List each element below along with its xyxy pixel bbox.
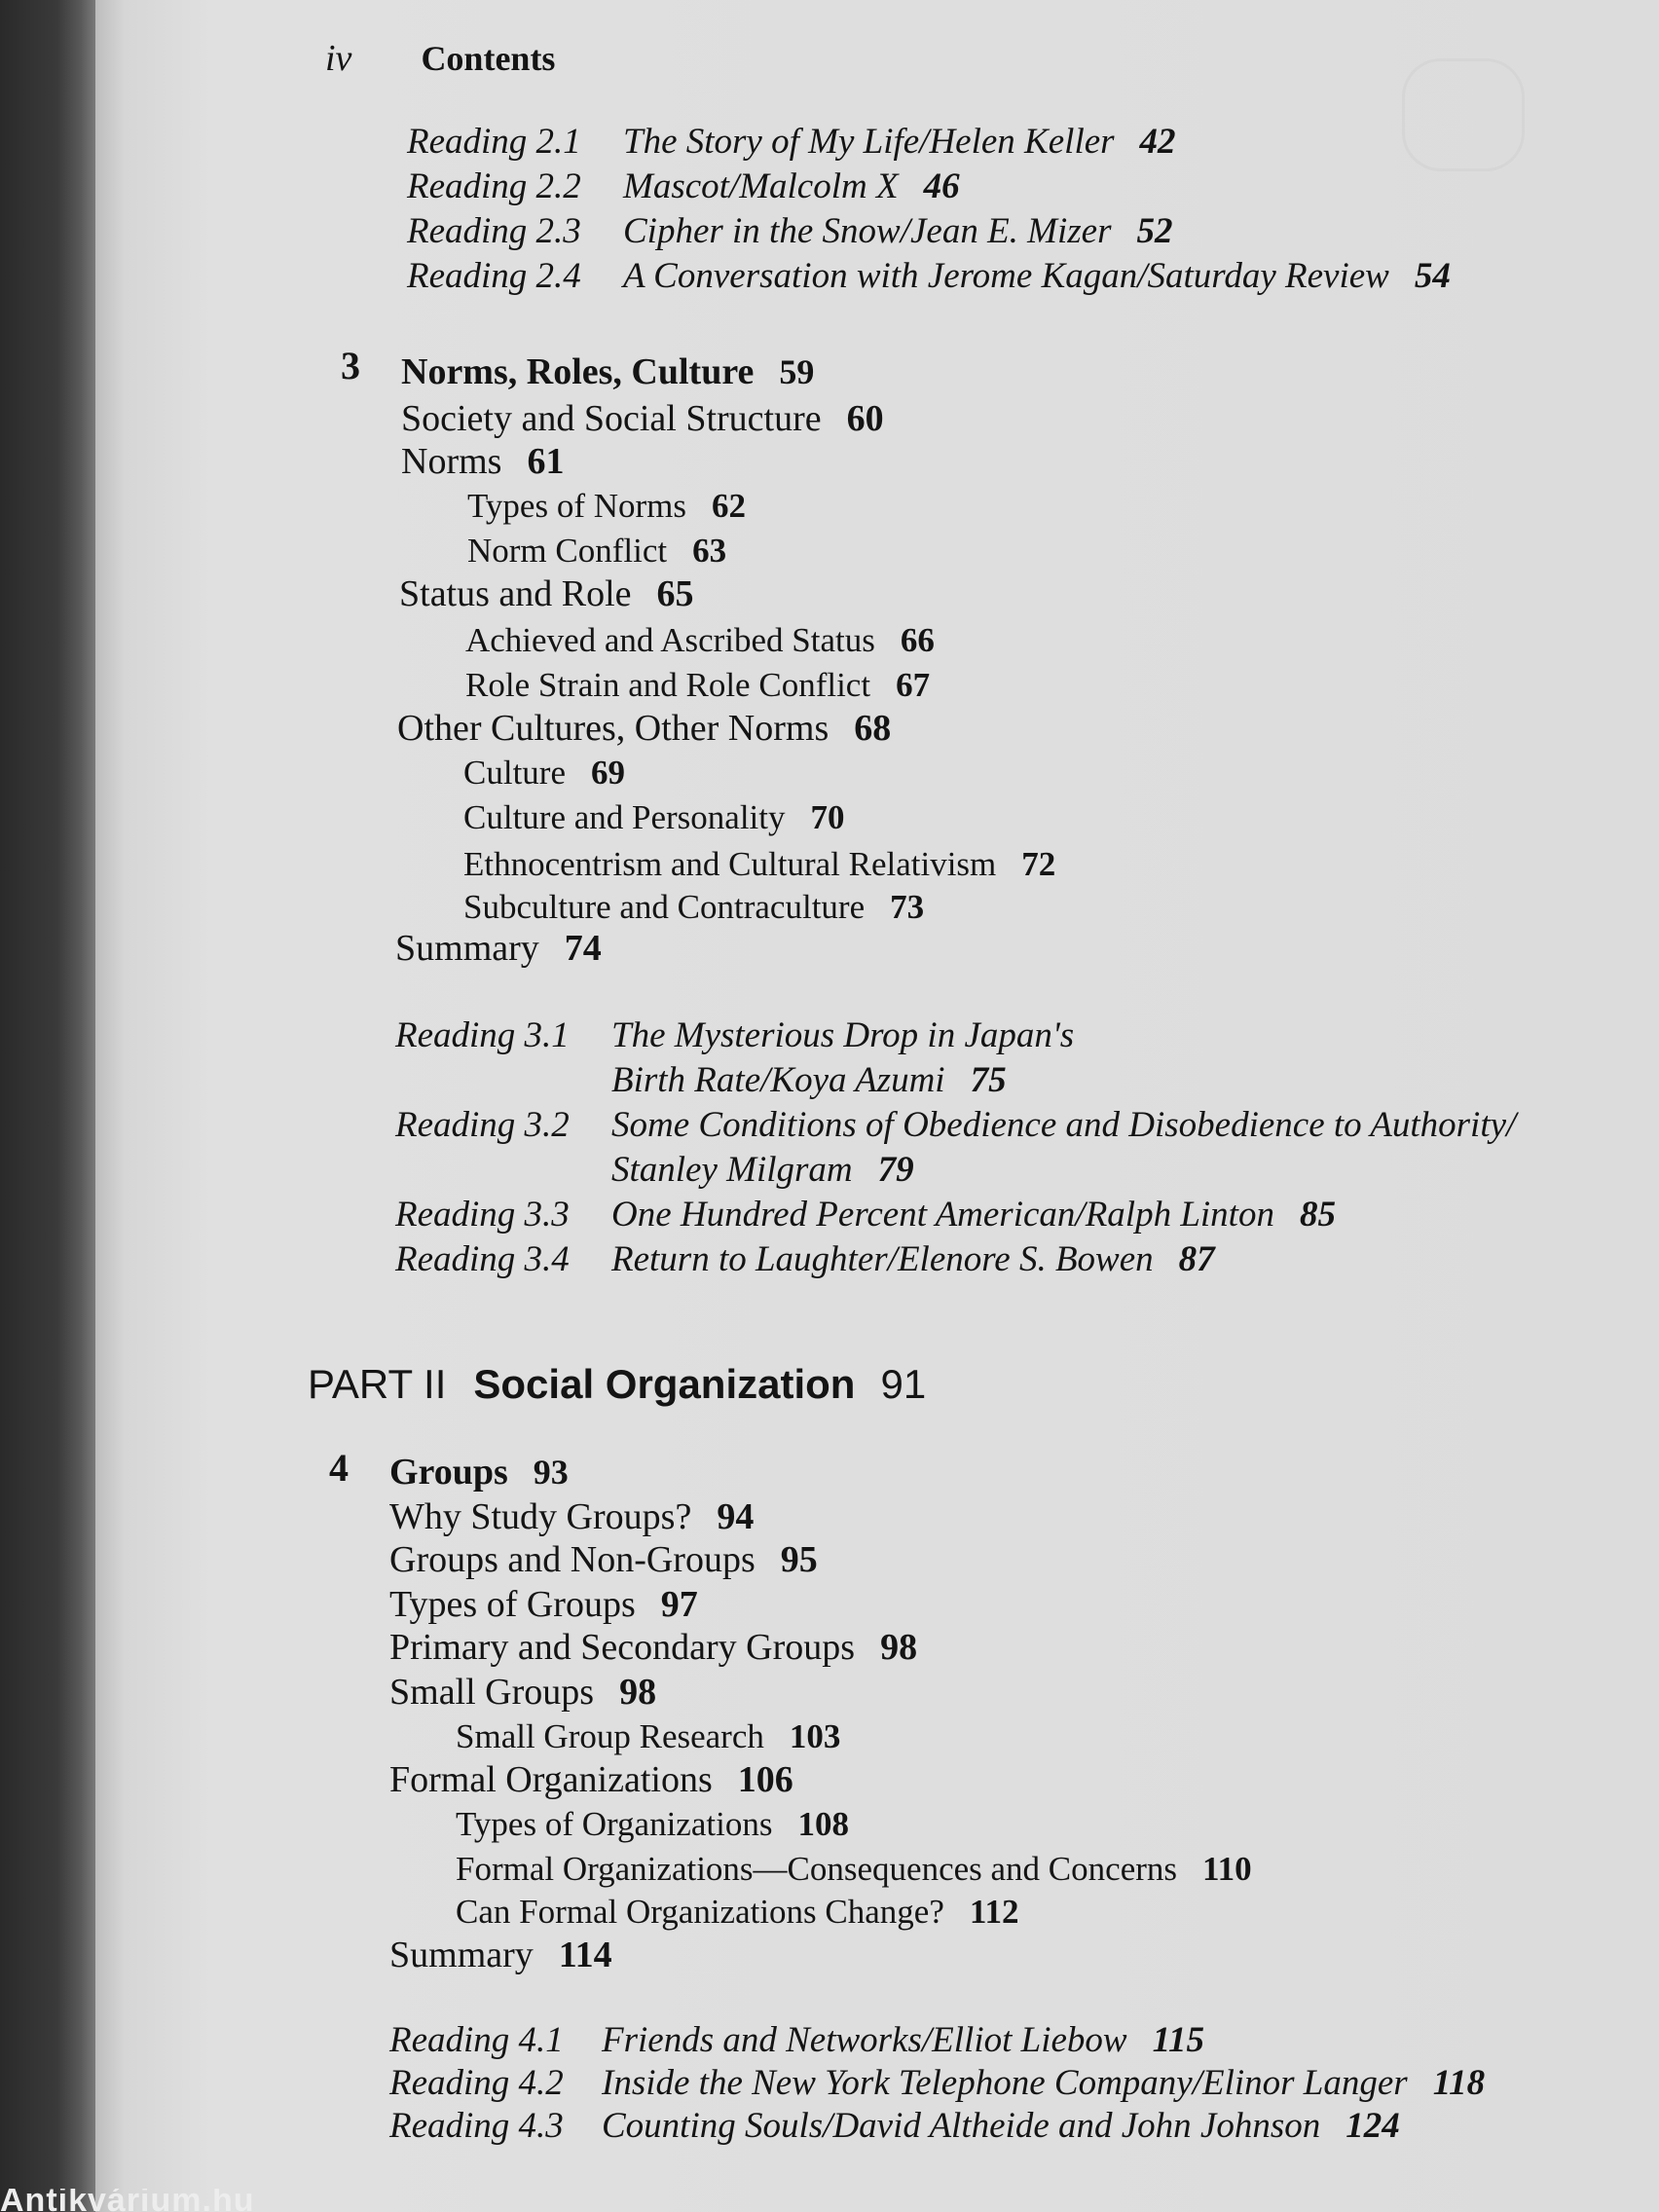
page-number: 112	[969, 1893, 1019, 1931]
toc-entry: Society and Social Structure 60	[401, 398, 884, 439]
page-number: 70	[810, 798, 845, 836]
page-number: 103	[789, 1717, 841, 1755]
reading-item	[389, 2019, 1363, 2064]
page-number: 54	[1414, 256, 1451, 296]
page-number: 75	[970, 1060, 1007, 1100]
page-number: 94	[717, 1496, 755, 1537]
reading-title: Friends and Networks/Elliot Liebow 115	[602, 2020, 1205, 2060]
reading-item	[395, 1104, 1517, 1194]
page-number: 79	[877, 1150, 914, 1190]
chapter-heading	[401, 350, 814, 393]
reading-item	[395, 1238, 1369, 1283]
reading-title: Some Conditions of Obedience and Disobedience to Authority/	[611, 1105, 1517, 1145]
page-number: 93	[533, 1453, 569, 1492]
reading-item	[389, 2105, 1460, 2150]
page-number: 69	[590, 754, 625, 792]
toc-subentry: Ethnocentrism and Cultural Relativism 72	[463, 845, 1056, 883]
page-number: 98	[619, 1672, 657, 1713]
toc-entry: Formal Organizations 106	[389, 1759, 793, 1800]
reading-title: Counting Souls/David Altheide and John Johnson 124	[602, 2106, 1400, 2146]
chapter-number: 3	[341, 344, 360, 387]
book-spine-shadow	[0, 0, 95, 2212]
reading-title: One Hundred Percent American/Ralph Linton 85	[611, 1195, 1336, 1235]
page-number: 67	[896, 666, 931, 704]
page-number: 73	[890, 888, 925, 926]
toc-subentry: Types of Organizations 108	[456, 1805, 849, 1843]
reading-label: Reading 2.1	[407, 122, 581, 162]
running-header	[325, 37, 555, 80]
reading-title: The Mysterious Drop in Japan's	[611, 1015, 1075, 1055]
page-number: 60	[846, 398, 884, 439]
page-number: 95	[780, 1539, 818, 1580]
reading-item	[395, 1194, 1369, 1238]
reading-label: Reading 3.3	[395, 1195, 570, 1235]
reading-item	[407, 210, 1283, 255]
page-number: 97	[660, 1584, 698, 1625]
page-number: 106	[737, 1759, 793, 1800]
chapter-heading	[389, 1451, 569, 1493]
reading-title: Cipher in the Snow/Jean E. Mizer 52	[623, 211, 1173, 251]
toc-subentry: Can Formal Organizations Change? 112	[456, 1893, 1019, 1931]
toc-entry: Groups and Non-Groups 95	[389, 1539, 818, 1580]
page-number: 63	[692, 532, 727, 570]
page-number: 68	[854, 708, 892, 749]
part-title: Social Organization	[473, 1361, 856, 1407]
reading-item	[389, 2062, 1486, 2107]
show-through-shadow	[1402, 58, 1525, 171]
reading-label: Reading 2.2	[407, 166, 581, 206]
toc-entry: Small Groups 98	[389, 1672, 657, 1713]
toc-subentry: Formal Organizations—Consequences and Concerns 110	[456, 1850, 1252, 1888]
toc-subentry: Culture 69	[463, 754, 625, 792]
page-number: 66	[900, 621, 935, 659]
reading-title: Inside the New York Telephone Company/Elinor Langer 118	[602, 2063, 1486, 2103]
part-label: PART II	[308, 1361, 447, 1407]
reading-title: A Conversation with Jerome Kagan/Saturday Review 54	[623, 256, 1451, 296]
page-number: 87	[1178, 1239, 1215, 1279]
toc-subentry: Subculture and Contraculture 73	[463, 888, 925, 926]
reading-item	[395, 1014, 1369, 1104]
toc-entry: Why Study Groups? 94	[389, 1496, 755, 1537]
toc-subentry: Culture and Personality 70	[463, 798, 845, 836]
reading-title: Return to Laughter/Elenore S. Bowen 87	[611, 1239, 1215, 1279]
watermark: Antikvárium.hu	[0, 2189, 255, 2212]
toc-entry: Status and Role 65	[399, 573, 694, 614]
reading-label: Reading 2.4	[407, 256, 581, 296]
page-number: 91	[880, 1361, 927, 1407]
toc-entry: Other Cultures, Other Norms 68	[397, 708, 892, 749]
reading-item	[407, 255, 1478, 300]
reading-label: Reading 2.3	[407, 211, 581, 251]
toc-subentry: Norm Conflict 63	[467, 532, 727, 570]
chapter-number: 4	[329, 1446, 349, 1490]
page-number: 85	[1299, 1195, 1336, 1235]
page-number: 110	[1202, 1850, 1252, 1888]
reading-label: Reading 4.3	[389, 2106, 564, 2146]
page-number: 108	[797, 1805, 849, 1843]
page-number: 98	[880, 1627, 918, 1668]
page-number: 118	[1432, 2063, 1486, 2103]
reading-title: The Story of My Life/Helen Keller 42	[623, 122, 1176, 162]
part-heading	[308, 1361, 926, 1408]
toc-entry: Primary and Secondary Groups 98	[389, 1627, 918, 1668]
reading-item	[407, 121, 1283, 166]
page-number: 74	[564, 928, 602, 969]
page-number: 124	[1346, 2106, 1400, 2146]
page-number: 46	[923, 166, 960, 206]
page-number: 114	[558, 1935, 612, 1975]
toc-entry: Types of Groups 97	[389, 1584, 698, 1625]
toc-entry: Norms 61	[401, 441, 565, 482]
reading-label: Reading 4.1	[389, 2020, 564, 2060]
page-title: Contents	[421, 39, 556, 78]
toc-subentry: Small Group Research 103	[456, 1717, 841, 1755]
page-number: 42	[1139, 122, 1176, 162]
reading-label: Reading 4.2	[389, 2063, 564, 2103]
page-number: 65	[656, 573, 694, 614]
page-numeral: iv	[325, 38, 352, 79]
reading-title-continued: Birth Rate/Koya Azumi 75	[611, 1060, 1007, 1100]
page-number: 52	[1136, 211, 1173, 251]
reading-label: Reading 3.2	[395, 1105, 570, 1145]
reading-label: Reading 3.4	[395, 1239, 570, 1279]
chapter-title: Groups	[389, 1452, 508, 1493]
reading-title-continued: Stanley Milgram 79	[611, 1150, 914, 1190]
toc-entry: Summary 114	[389, 1935, 612, 1975]
page-number: 61	[527, 441, 565, 482]
toc-entry: Summary 74	[395, 928, 602, 969]
reading-title: Mascot/Malcolm X 46	[623, 166, 960, 206]
reading-label: Reading 3.1	[395, 1015, 570, 1055]
page-number: 72	[1021, 845, 1056, 883]
page-number: 59	[779, 352, 815, 391]
page-number: 115	[1152, 2020, 1205, 2060]
chapter-title: Norms, Roles, Culture	[401, 351, 755, 392]
toc-subentry: Achieved and Ascribed Status 66	[465, 621, 935, 659]
toc-subentry: Types of Norms 62	[467, 487, 747, 525]
toc-subentry: Role Strain and Role Conflict 67	[465, 666, 931, 704]
reading-item	[407, 166, 1283, 210]
page-number: 62	[712, 487, 747, 525]
